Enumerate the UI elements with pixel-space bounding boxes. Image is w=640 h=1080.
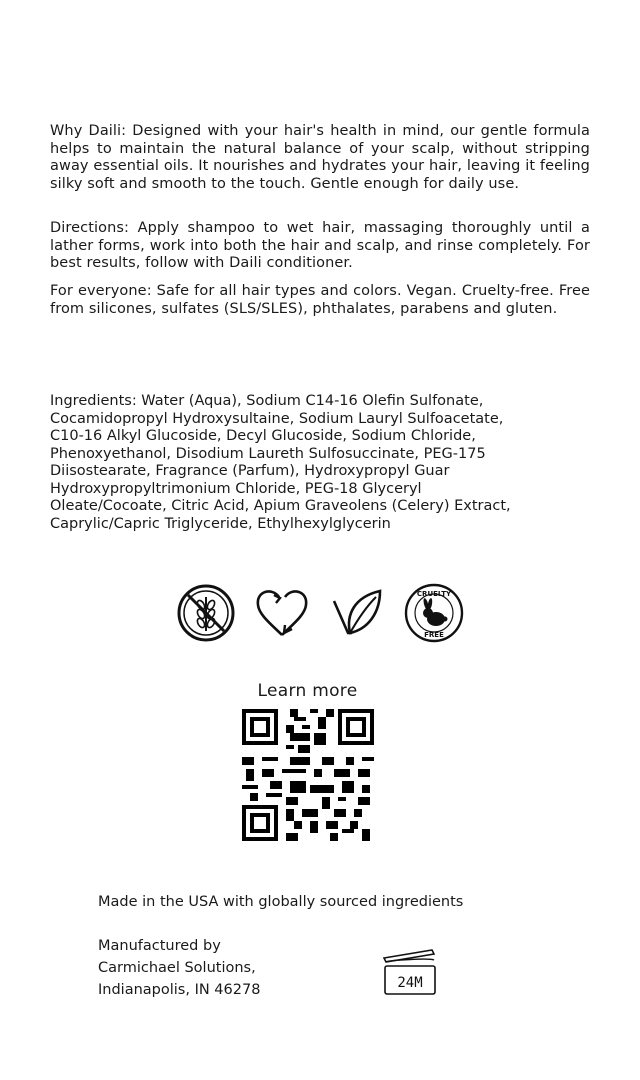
gluten-free-icon xyxy=(176,583,236,643)
manufacturer-line-1: Manufactured by xyxy=(98,938,221,954)
learn-more-label: Learn more xyxy=(257,681,358,701)
manufacturer-line-2: Carmichael Solutions, xyxy=(98,960,256,976)
directions-label: Directions: xyxy=(50,220,130,236)
directions-paragraph xyxy=(50,220,590,273)
vegan-leaf-icon xyxy=(326,583,386,643)
manufacturer-line-3: Indianapolis, IN 46278 xyxy=(98,982,261,998)
pao-label: 24M xyxy=(397,975,423,991)
ingredients-list: Ingredients: Water (Aqua), Sodium C14-16 Olefin Sulfonate, Cocamidopropyl Hydroxysultaine, Sodium Lauryl Sulfoacetate, C10-16 Alkyl Glucoside, Decyl Glucoside, Sodium Chloride, Phenoxyethanol, Disodium Laureth Sulfosuccinate, PEG-175 Diisostearate, Fragrance (Parfum), Hydroxypropyl Guar Hydroxypropyltrimonium Chloride, PEG-18 Glyceryl Oleate/Cocoate, Citric Acid, Apium Graveolens (Celery) Extract, Caprylic/Capric Triglyceride, Ethylhexylglycerin xyxy=(50,393,511,532)
for-everyone-paragraph xyxy=(50,283,590,318)
directions-text: Apply shampoo to wet hair, massaging thoroughly until a lather forms, work into both the hair and scalp, and rinse completely. For best results, follow with Daili conditioner. xyxy=(50,220,590,271)
for-everyone-text: Safe for all hair types and colors. Vegan. Cruelty-free. Free from silicones, sulfates (SLS/SLES), phthalates, parabens and gluten. xyxy=(50,283,590,317)
why-daili-label: Why Daili: xyxy=(50,123,127,139)
cruelty-label: CRUELTY xyxy=(416,590,452,598)
period-after-opening-icon xyxy=(380,948,438,998)
recycle-heart-icon xyxy=(252,583,312,643)
for-everyone-label: For everyone: xyxy=(50,283,152,299)
free-label: FREE xyxy=(424,631,444,639)
why-daili-paragraph xyxy=(50,123,590,193)
why-daili-text: Designed with your hair's health in mind, our gentle formula helps to maintain the natural balance of your scalp, without stripping away essential oils. It nourishes and hydrates your hair, leaving it feeling silky soft and smooth to the touch. Gentle enough for daily use. xyxy=(50,123,590,192)
certification-icons xyxy=(176,583,466,643)
made-in-usa-text: Made in the USA with globally sourced ingredients xyxy=(98,894,464,910)
cruelty-free-bunny-icon xyxy=(404,583,464,643)
qr-code[interactable] xyxy=(242,709,374,841)
